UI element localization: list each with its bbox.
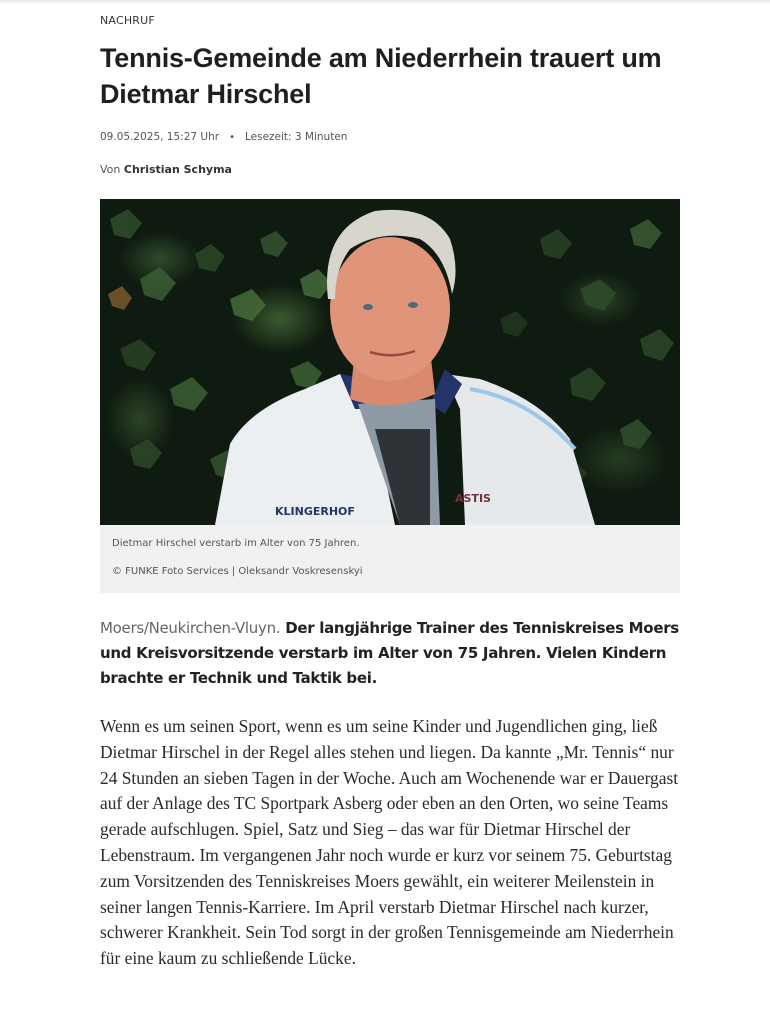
top-bar-shadow [0, 0, 770, 4]
dateline: Moers/Neukirchen-Vluyn. [100, 619, 281, 637]
figure-caption-box [100, 525, 680, 593]
right-eye [408, 302, 418, 308]
photo-credit: © FUNKE Foto Services | Oleksandr Voskresenskyi [112, 566, 363, 577]
face [330, 237, 450, 381]
article-photo[interactable] [100, 199, 680, 525]
article-figure [100, 199, 680, 593]
article-headline: Tennis-Gemeinde am Niederrhein trauert um Dietmar Hirschel [100, 43, 662, 109]
byline [100, 163, 232, 176]
lead-text: Der langjährige Trainer des Tenniskreises Moers und Kreisvorsitzende verstarb im Alter von 75 Jahren. Vielen Kindern brachte er Technik und Taktik bei. [100, 619, 679, 687]
jacket-logo-left: KLINGERHOF [275, 505, 355, 518]
byline-prefix: Von [100, 163, 121, 176]
author-link[interactable]: Christian Schyma [123, 163, 232, 176]
reading-time: Lesezeit: 3 Minuten [244, 131, 348, 143]
portrait-illustration [100, 199, 680, 525]
publish-date: 09.05.2025, 15:27 Uhr [100, 131, 220, 143]
jacket-logo-right: ASTIS [455, 492, 491, 505]
article-body-paragraph: Wenn es um seinen Sport, wenn es um seine Kinder und Jugendlichen ging, ließ Dietmar Hirschel in der Regel alles stehen und liegen. Da kannte „Mr. Tennis“ nur 24 Stunden an sieben Tagen in der Woche. Auch am Wochenende war er Dauergast auf der Anlage des TC Sportpark Asberg oder eben an den Orten, wo seine Teams gerade aufschlugen. Spiel, Satz und Sieg – das war für Dietmar Hirschel der Lebenstraum. Im vergangenen Jahr noch wurde er kurz vor seinem 75. Geburtstag zum Vorsitzenden des Tenniskreises Moers gewählt, ein weiterer Meilenstein in seiner langen Tennis-Karriere. Im April verstarb Dietmar Hirschel nach kurzer, schwerer Krankheit. Sein Tod sorgt in der großen Tennisgemeinde am Niederrhein für eine kaum zu schließende Lücke. [100, 716, 679, 969]
meta-separator: • [229, 131, 235, 143]
article-meta [100, 131, 347, 143]
photo-caption: Dietmar Hirschel verstarb im Alter von 75 Jahren. [112, 538, 360, 549]
left-eye [363, 304, 373, 310]
article-kicker: NACHRUF [100, 14, 155, 27]
article-lead [100, 616, 680, 691]
